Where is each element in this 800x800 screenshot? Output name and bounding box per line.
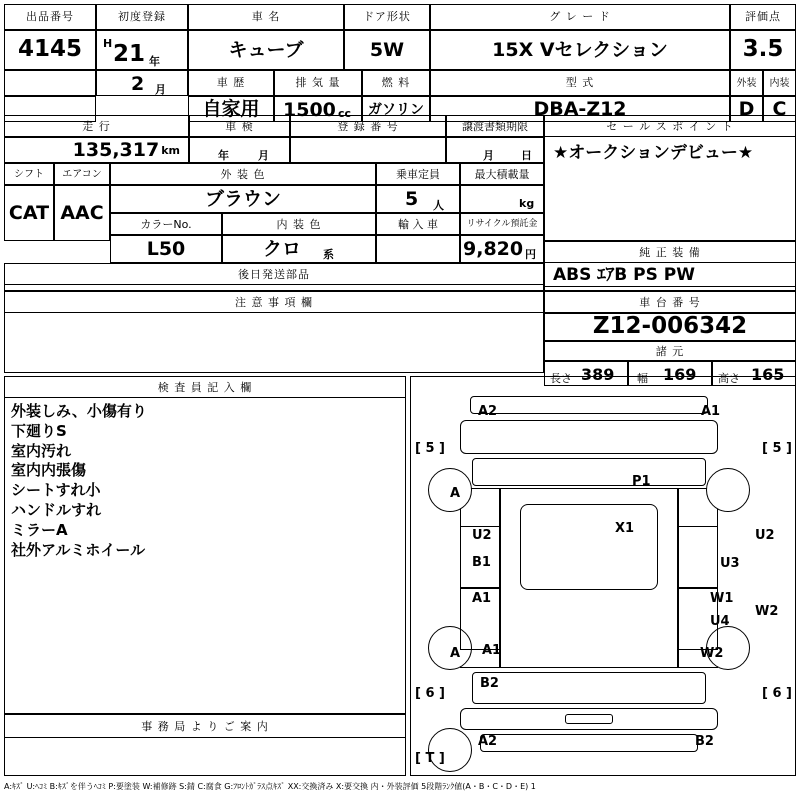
car-name-value: キューブ bbox=[228, 38, 304, 61]
sales-point-value: ★オークションデビュー★ bbox=[553, 143, 754, 163]
history-label: 車 歴 bbox=[216, 76, 246, 89]
car-name-value-cell bbox=[188, 30, 344, 70]
office-label: 事 務 局 よ り ご 案 内 bbox=[141, 720, 269, 733]
lot-number-label: 出品番号 bbox=[26, 10, 74, 23]
aircon-value-cell bbox=[54, 185, 110, 241]
history-value: 自家用 bbox=[202, 97, 260, 120]
damage-mark: U3 bbox=[720, 556, 740, 571]
grade-label: グ レ ー ド bbox=[549, 10, 611, 23]
registration-label-cell bbox=[290, 115, 446, 137]
equipment-value: ABS ｴｱB PS PW bbox=[553, 265, 695, 285]
door-value: 5W bbox=[369, 38, 405, 61]
displacement-label: 排 気 量 bbox=[295, 76, 341, 89]
transfer-day-unit: 日 bbox=[521, 149, 532, 162]
inspector-note-line: 室内内張傷 bbox=[11, 461, 87, 480]
exterior-grade-label-cell bbox=[730, 70, 763, 96]
caution-label: 注 意 事 項 欄 bbox=[235, 296, 313, 309]
color-no-label: カラーNo. bbox=[140, 218, 192, 231]
damage-mark: P1 bbox=[632, 474, 651, 489]
inspector-notes-cell bbox=[4, 398, 406, 714]
shaken-label-cell bbox=[189, 115, 290, 137]
fuel-value: ガソリン bbox=[368, 102, 424, 118]
sales-point-label: セ ー ル ス ポ イ ン ト bbox=[606, 120, 734, 133]
shaken-value-cell bbox=[189, 137, 290, 163]
capacity-label: 乗車定員 bbox=[396, 168, 440, 181]
damage-diagram bbox=[410, 376, 796, 776]
mileage-unit: km bbox=[161, 143, 180, 157]
model-label-cell bbox=[430, 70, 730, 96]
inspector-notes-list bbox=[5, 398, 405, 560]
interior-color-value: クロ bbox=[263, 238, 302, 260]
inspector-note-line: 外装しみ、小傷有り bbox=[11, 402, 147, 420]
exterior-grade-label: 外装 bbox=[736, 78, 757, 89]
recycle-label-cell bbox=[460, 213, 544, 235]
exterior-color-label-cell bbox=[110, 163, 376, 185]
inspector-label-cell bbox=[4, 376, 406, 398]
hood bbox=[460, 420, 718, 454]
interior-grade-value: C bbox=[772, 97, 787, 120]
door-value-cell bbox=[344, 30, 430, 70]
first-reg-label-cell bbox=[96, 4, 188, 30]
chassis-value-cell bbox=[544, 313, 796, 341]
width-label: 幅 bbox=[637, 372, 648, 385]
grade-value: 15X Vセレクション bbox=[492, 38, 668, 61]
inspector-note-line: 社外アルミホイール bbox=[11, 540, 146, 559]
interior-grade-label-cell bbox=[763, 70, 796, 96]
inspector-note-line: ミラーA bbox=[11, 520, 68, 539]
transfer-label: 譲渡書類期限 bbox=[462, 120, 528, 133]
damage-mark: [ 5 ] bbox=[762, 441, 792, 456]
damage-mark: A1 bbox=[472, 591, 492, 606]
damage-mark: [ 6 ] bbox=[762, 686, 792, 701]
recycle-label: リサイクル預託金 bbox=[466, 219, 538, 229]
shift-label-cell bbox=[4, 163, 54, 185]
first-reg-era: H bbox=[103, 37, 113, 50]
interior-color-label: 内 装 色 bbox=[276, 218, 322, 231]
history-label-cell bbox=[188, 70, 274, 96]
caution-value-cell bbox=[4, 313, 544, 373]
damage-mark: U2 bbox=[472, 528, 492, 543]
grade-label-cell bbox=[430, 4, 730, 30]
aircon-value: AAC bbox=[60, 201, 104, 224]
displacement-label-cell bbox=[274, 70, 362, 96]
caution-label-cell bbox=[4, 291, 544, 313]
shift-value: CAT bbox=[8, 201, 50, 224]
registration-value-cell bbox=[290, 137, 446, 163]
damage-mark: B1 bbox=[472, 555, 491, 570]
inspector-note-line: 下廻りS bbox=[11, 421, 67, 440]
later-parts-label: 後日発送部品 bbox=[238, 268, 310, 281]
capacity-value: 5 bbox=[405, 188, 419, 210]
capacity-unit: 人 bbox=[433, 199, 444, 212]
max-load-label: 最大積載量 bbox=[474, 168, 530, 181]
length-value: 389 bbox=[581, 365, 615, 384]
import-label-cell bbox=[376, 213, 460, 235]
transfer-value-cell bbox=[446, 137, 544, 163]
interior-color-suffix: 系 bbox=[323, 248, 334, 261]
fuel-label-cell bbox=[362, 70, 430, 96]
damage-mark: A bbox=[450, 646, 461, 661]
front-bumper bbox=[470, 396, 708, 414]
damage-mark: U4 bbox=[710, 614, 730, 629]
height-value: 165 bbox=[751, 365, 785, 384]
first-reg-year-unit: 年 bbox=[149, 55, 160, 68]
rear-bumper bbox=[480, 734, 698, 752]
capacity-label-cell bbox=[376, 163, 460, 185]
history-month-unit: 月 bbox=[155, 83, 166, 96]
history-month: 2 bbox=[131, 73, 145, 95]
chassis-label-cell bbox=[544, 291, 796, 313]
interior-color-label-cell bbox=[222, 213, 376, 235]
damage-mark: [ 6 ] bbox=[415, 686, 445, 701]
color-no-value: L50 bbox=[146, 237, 186, 260]
roof-inner bbox=[520, 504, 658, 590]
chassis-value: Z12-006342 bbox=[592, 313, 748, 340]
office-label-cell bbox=[4, 714, 406, 738]
transfer-month-unit: 月 bbox=[483, 149, 494, 162]
max-load-label-cell bbox=[460, 163, 544, 185]
interior-grade-label: 内装 bbox=[769, 78, 790, 89]
door-label: ドア形状 bbox=[363, 10, 411, 23]
width-value: 169 bbox=[663, 365, 697, 384]
damage-mark: B2 bbox=[480, 676, 499, 691]
first-reg-label: 初度登録 bbox=[118, 10, 166, 23]
inspector-note-line: 室内汚れ bbox=[11, 441, 72, 460]
mileage-value: 135,317 bbox=[72, 138, 160, 161]
exterior-color-value-cell bbox=[110, 185, 376, 213]
height-label: 高さ bbox=[718, 372, 740, 385]
interior-color-value-cell bbox=[222, 235, 376, 263]
lot-number-value-cell bbox=[4, 30, 96, 70]
legend-footer: A:ｷｽﾞ U:ﾍｺﾐ B:ｷｽﾞを伴うﾍｺﾐ P:要塗装 W:補修跡 S:錆 C:腐食 G:ﾌﾛﾝﾄｶﾞﾗｽ点ｷｽﾞ XX:交換済み X:要交換 内・外装評価 5段階ﾗﾝｸ値(A・B・C・D・E) 1 bbox=[4, 782, 536, 791]
aircon-label-cell bbox=[54, 163, 110, 185]
max-load-unit: kg bbox=[519, 197, 535, 210]
history-month-cell bbox=[96, 70, 188, 96]
blank-cell-1 bbox=[4, 70, 96, 96]
score-value: 3.5 bbox=[742, 36, 784, 63]
damage-mark: W2 bbox=[755, 604, 779, 619]
damage-mark: B2 bbox=[695, 734, 714, 749]
car-name-label-cell bbox=[188, 4, 344, 30]
lot-number-value: 4145 bbox=[17, 36, 82, 63]
chassis-label: 車 台 番 号 bbox=[639, 296, 701, 309]
damage-mark: W1 bbox=[710, 591, 734, 606]
damage-mark: A1 bbox=[701, 404, 721, 419]
equipment-label-cell bbox=[544, 241, 796, 263]
windshield bbox=[472, 458, 706, 486]
first-reg-value-cell bbox=[96, 30, 188, 70]
damage-mark: A2 bbox=[478, 404, 498, 419]
mileage-label: 走 行 bbox=[82, 120, 111, 133]
inspector-label: 検 査 員 記 入 欄 bbox=[157, 381, 253, 394]
damage-mark: [ T ] bbox=[415, 751, 445, 766]
exterior-color-label: 外 装 色 bbox=[220, 168, 266, 181]
damage-mark: A1 bbox=[482, 643, 502, 658]
shaken-year-unit: 年 bbox=[218, 149, 229, 162]
mileage-value-cell bbox=[4, 137, 189, 163]
dimensions-label-cell bbox=[544, 341, 796, 361]
aircon-label: エアコン bbox=[62, 169, 102, 180]
shift-label: シフト bbox=[14, 169, 44, 180]
damage-mark: U2 bbox=[755, 528, 775, 543]
registration-label: 登 録 番 号 bbox=[337, 120, 399, 133]
score-label: 評価点 bbox=[745, 10, 781, 23]
fuel-label: 燃 料 bbox=[381, 76, 411, 89]
mileage-label-cell bbox=[4, 115, 189, 137]
max-load-value-cell bbox=[460, 185, 544, 213]
damage-mark: X1 bbox=[615, 521, 635, 536]
sales-point-label-cell bbox=[544, 115, 796, 137]
grade-value-cell bbox=[430, 30, 730, 70]
equipment-value-cell bbox=[544, 263, 796, 287]
dimensions-label: 諸 元 bbox=[655, 345, 685, 358]
displacement-unit: cc bbox=[338, 107, 352, 120]
color-no-value-cell bbox=[110, 235, 222, 263]
shaken-month-unit: 月 bbox=[258, 149, 269, 162]
lot-number-label-cell bbox=[4, 4, 96, 30]
length-label: 長さ bbox=[550, 372, 572, 385]
recycle-unit: 円 bbox=[525, 248, 536, 261]
damage-mark: W2 bbox=[700, 646, 724, 661]
office-value-cell bbox=[4, 738, 406, 776]
import-value-cell bbox=[376, 235, 460, 263]
color-no-label-cell bbox=[110, 213, 222, 235]
damage-mark: A bbox=[450, 486, 461, 501]
shaken-label: 車 検 bbox=[225, 120, 254, 133]
inspector-note-line: シートすれ小 bbox=[11, 481, 101, 500]
exterior-grade-value: D bbox=[738, 97, 755, 120]
capacity-value-cell bbox=[376, 185, 460, 213]
door-label-cell bbox=[344, 4, 430, 30]
door-front-right bbox=[678, 526, 718, 588]
shift-value-cell bbox=[4, 185, 54, 241]
recycle-value: 9,820 bbox=[463, 238, 524, 260]
exterior-color-value: ブラウン bbox=[204, 187, 281, 210]
transfer-label-cell bbox=[446, 115, 544, 137]
damage-mark: [ 5 ] bbox=[415, 441, 445, 456]
equipment-label: 純 正 装 備 bbox=[639, 246, 701, 259]
inspector-note-line: ハンドルすれ bbox=[11, 500, 102, 519]
model-label: 型 式 bbox=[565, 76, 595, 89]
rear-window bbox=[472, 672, 706, 704]
first-reg-year: 21 bbox=[113, 41, 146, 67]
import-label: 輸 入 車 bbox=[398, 218, 438, 231]
displacement-value: 1500 bbox=[283, 99, 336, 121]
car-name-label: 車 名 bbox=[251, 10, 281, 23]
recycle-value-cell bbox=[460, 235, 544, 263]
sales-point-value-cell bbox=[544, 137, 796, 241]
model-value: DBA-Z12 bbox=[533, 97, 627, 120]
license-plate bbox=[565, 714, 613, 724]
score-label-cell bbox=[730, 4, 796, 30]
wheel-front-right bbox=[706, 468, 750, 512]
score-value-cell bbox=[730, 30, 796, 70]
damage-mark: A2 bbox=[478, 734, 498, 749]
later-parts-label-cell bbox=[4, 263, 544, 285]
